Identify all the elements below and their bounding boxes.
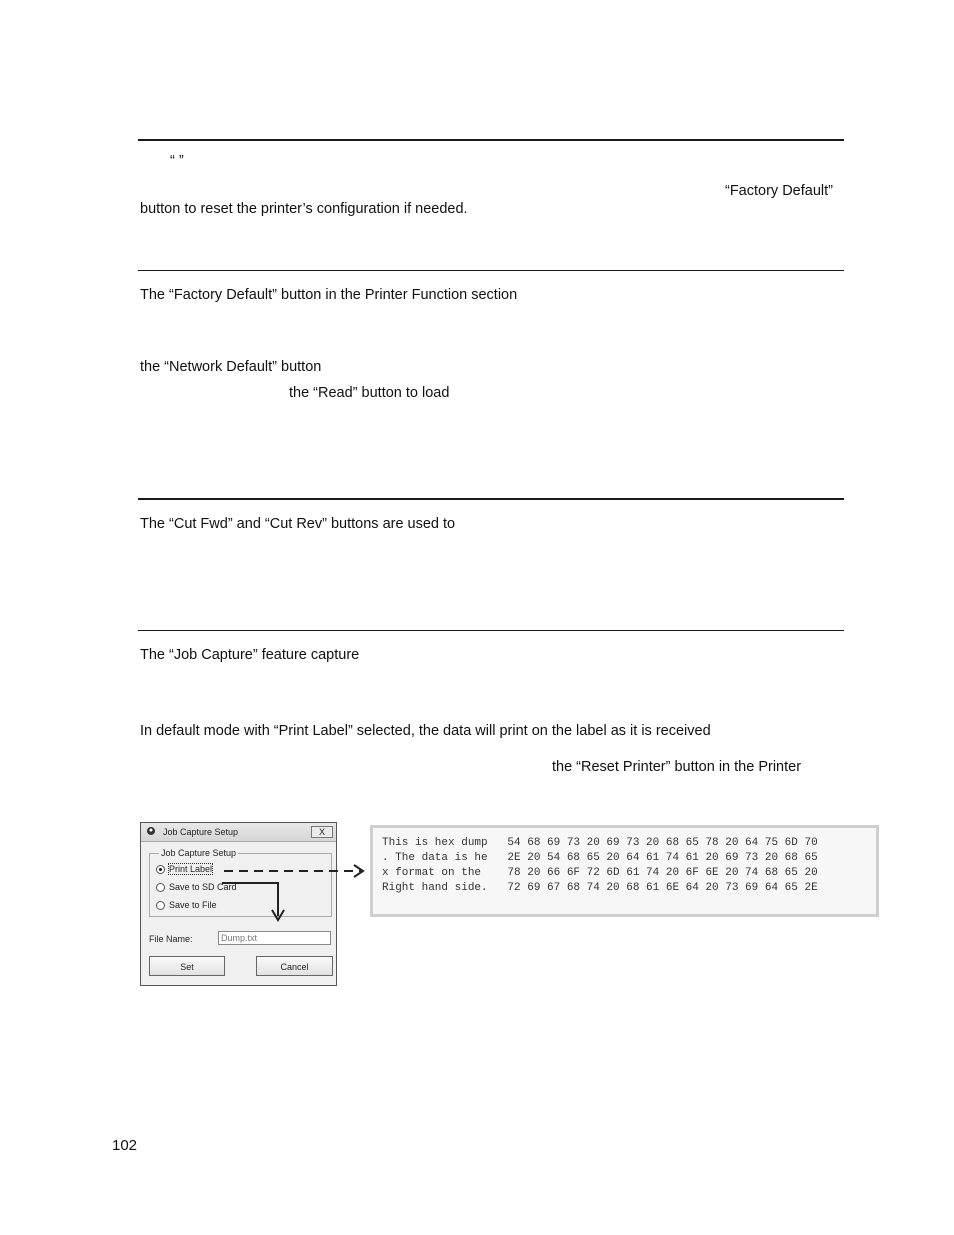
option-print-label[interactable]: Print Label <box>169 864 213 874</box>
group-label: Job Capture Setup <box>161 848 237 858</box>
app-icon: ● <box>148 827 154 834</box>
hex-line: . The data is he 2E 20 54 68 65 20 64 61 74 61 20 69 73 20 68 65 <box>382 852 818 864</box>
dashed-arrow-head <box>354 865 363 877</box>
section-rule <box>138 498 844 500</box>
section-text: the “Read” button to load <box>289 385 450 401</box>
section-rule <box>138 270 844 271</box>
section-text: In default mode with “Print Label” selected, the data will print on the label as it is received <box>140 723 711 739</box>
file-name-input[interactable]: Dump.txt <box>218 931 331 945</box>
page-number: 102 <box>112 1137 138 1154</box>
section-text: “ ” <box>170 153 184 169</box>
option-save-file[interactable]: Save to File <box>169 900 217 910</box>
hex-line: This is hex dump 54 68 69 73 20 69 73 20 68 65 78 20 64 75 6D 70 <box>382 837 818 849</box>
section-rule <box>138 630 844 631</box>
radio-save-sd-card[interactable] <box>156 883 165 892</box>
section-text: The “Job Capture” feature capture <box>140 647 360 663</box>
dialog-title: Job Capture Setup <box>163 827 239 837</box>
hex-line: Right hand side. 72 69 67 68 74 20 68 61 6E 64 20 73 69 64 65 2E <box>382 882 818 894</box>
section-text: “Factory Default” <box>725 183 833 199</box>
dialog-titlebar <box>141 823 336 842</box>
radio-print-label[interactable] <box>156 865 165 874</box>
set-button[interactable]: Set <box>149 956 225 976</box>
section-text: button to reset the printer’s configuration if needed. <box>140 201 468 217</box>
section-text: The “Factory Default” button in the Printer Function section <box>140 287 518 303</box>
section-text: The “Cut Fwd” and “Cut Rev” buttons are used to <box>140 516 456 532</box>
section-rule <box>138 139 844 141</box>
hex-line: x format on the 78 20 66 6F 72 6D 61 74 20 6F 6E 20 74 68 65 20 <box>382 867 818 879</box>
section-text: the “Reset Printer” button in the Printer <box>552 759 802 775</box>
cancel-button[interactable]: Cancel <box>256 956 333 976</box>
hex-dump-panel <box>370 825 879 917</box>
file-name-label: File Name: <box>149 934 193 944</box>
radio-save-file[interactable] <box>156 901 165 910</box>
close-button[interactable]: X <box>311 826 333 838</box>
option-save-sd-card[interactable]: Save to SD Card <box>169 882 237 892</box>
section-text: the “Network Default” button <box>140 359 322 375</box>
job-capture-dialog <box>140 822 337 986</box>
